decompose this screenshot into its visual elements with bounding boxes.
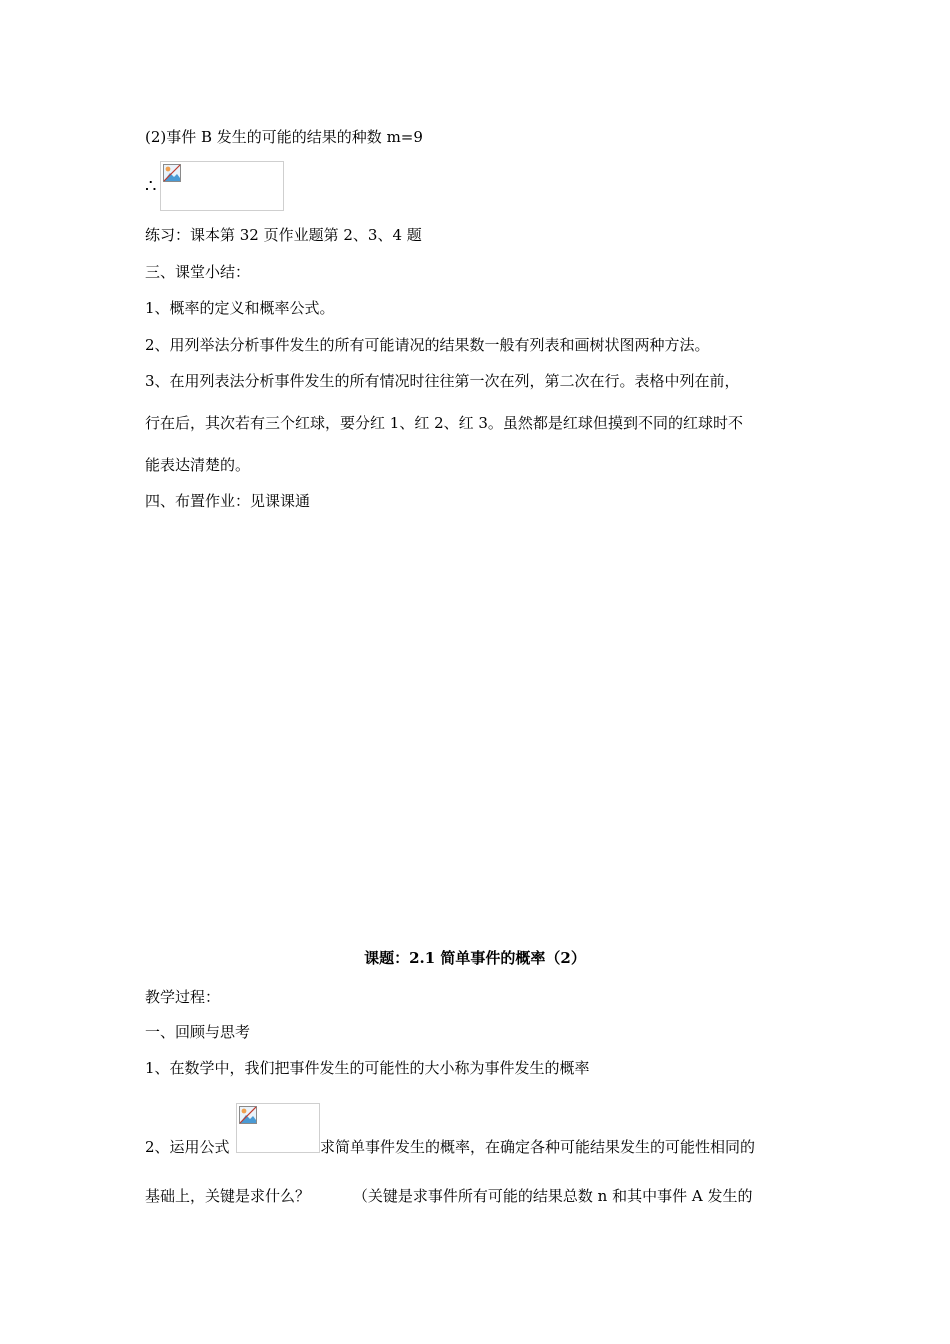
event-b-line: (2)事件 B 发生的可能的结果的种数 m=9 bbox=[145, 128, 423, 146]
review-heading: 一、回顾与思考 bbox=[145, 1023, 251, 1041]
formula-image-placeholder bbox=[160, 161, 284, 211]
review-item-2-suffix: 求简单事件发生的概率，在确定各种可能结果发生的可能性相同的 bbox=[320, 1138, 756, 1156]
review-item-2-prefix: 2、运用公式 bbox=[145, 1138, 230, 1156]
formula-image-placeholder bbox=[236, 1103, 320, 1153]
teaching-process-label: 教学过程： bbox=[145, 988, 221, 1006]
lesson-title: 课题：2.1 简单事件的概率（2） bbox=[364, 949, 586, 967]
practice-line: 练习：课本第 32 页作业题第 2、3、4 题 bbox=[145, 226, 422, 244]
summary-item: 3、在用列表法分析事件发生的所有情况时往往第一次在列，第二次在行。表格中列在前， bbox=[145, 372, 740, 390]
summary-heading: 三、课堂小结： bbox=[145, 263, 251, 281]
review-item-1: 1、在数学中，我们把事件发生的可能性的大小称为事件发生的概率 bbox=[145, 1059, 590, 1077]
review-item-2-continued: 基础上，关键是求什么？ （关键是求事件所有可能的结果总数 n 和其中事件 A 发生的 bbox=[145, 1187, 753, 1205]
summary-item: 2、用列举法分析事件发生的所有可能请况的结果数一般有列表和画树状图两种方法。 bbox=[145, 336, 710, 354]
broken-image-icon bbox=[163, 164, 181, 182]
homework-line: 四、布置作业：见课课通 bbox=[145, 492, 311, 510]
summary-item: 1、概率的定义和概率公式。 bbox=[145, 299, 335, 317]
broken-image-icon bbox=[239, 1106, 257, 1124]
summary-item-continued: 能表达清楚的。 bbox=[145, 456, 251, 474]
summary-item-continued: 行在后，其次若有三个红球，要分红 1、红 2、红 3。虽然都是红球但摸到不同的红球时不 bbox=[145, 414, 743, 432]
therefore-symbol: ∴ bbox=[145, 176, 157, 197]
